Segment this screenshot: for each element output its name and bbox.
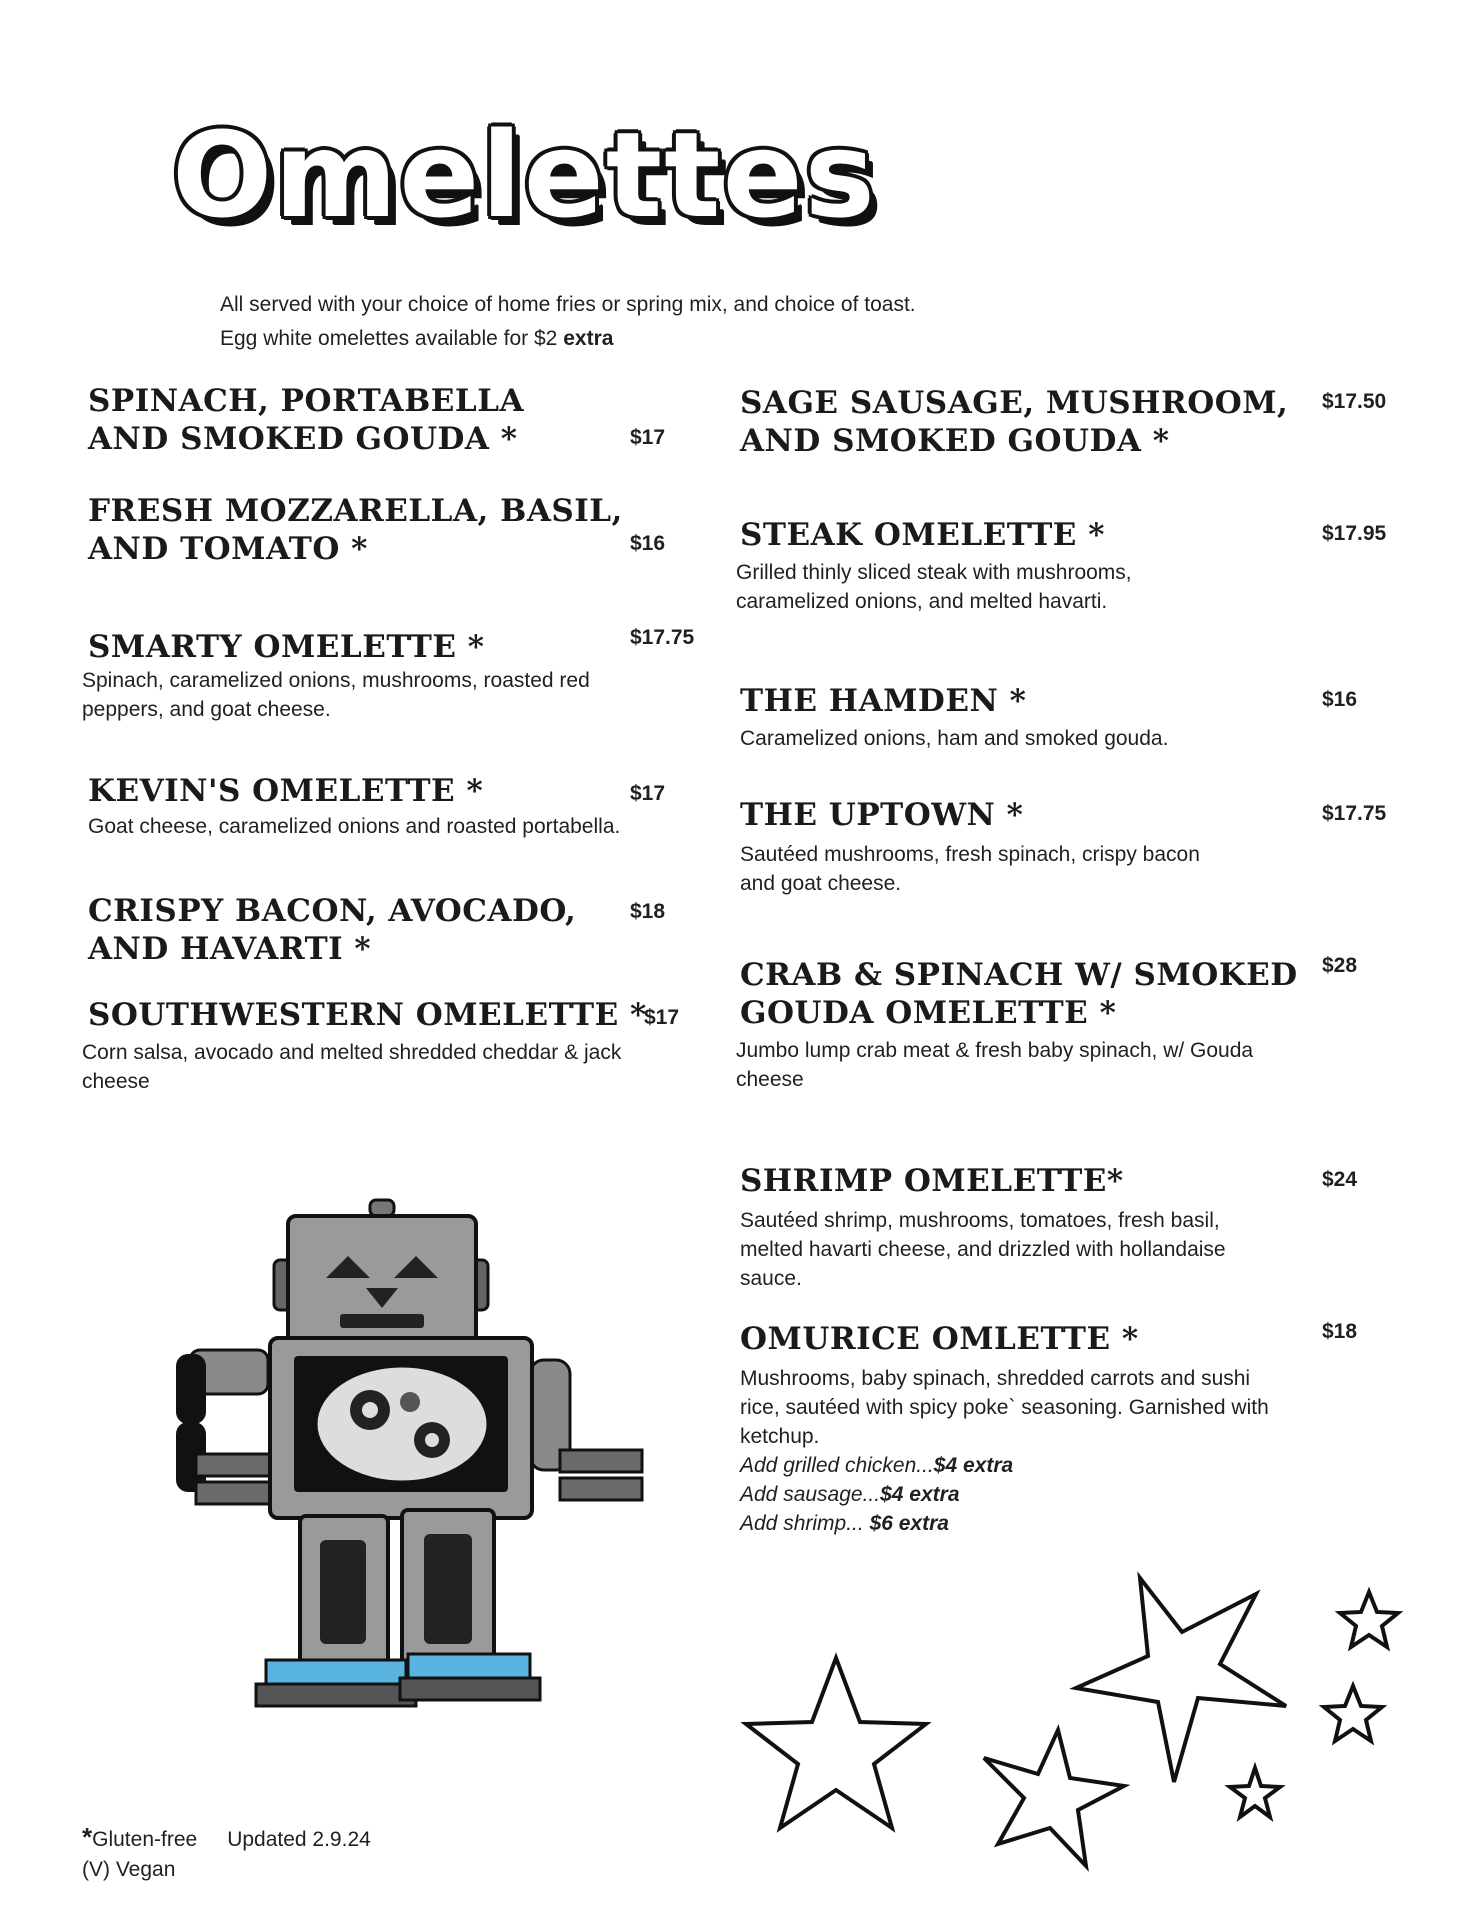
item-description: Corn salsa, avocado and melted shredded cheddar & jack cheese <box>82 1041 622 1093</box>
menu-item <box>740 1162 1400 1293</box>
menu-item <box>82 996 722 1096</box>
item-name: OMURICE OMLETTE * <box>740 1321 1139 1357</box>
item-name: SAGE SAUSAGE, MUSHROOM, <box>740 385 1289 421</box>
item-price: $17 <box>630 426 666 449</box>
item-name-line2: AND HAVARTI * <box>88 931 372 967</box>
menu-item <box>736 956 1396 1094</box>
item-price: $17 <box>644 1006 680 1029</box>
menu-item <box>88 892 708 968</box>
item-price: $16 <box>1322 688 1358 711</box>
item-name: KEVIN'S OMELETTE * <box>88 773 484 809</box>
item-name: SHRIMP OMELETTE* <box>740 1163 1124 1199</box>
item-name-line2: AND TOMATO * <box>88 531 368 567</box>
item-price: $17.75 <box>630 626 695 649</box>
menu-item <box>736 516 1396 616</box>
item-name: SMARTY OMELETTE * <box>88 629 485 665</box>
item-description: Spinach, caramelized onions, mushrooms, roasted red peppers, and goat cheese. <box>82 669 590 721</box>
star-outline-icon <box>1076 1578 1286 1782</box>
item-price: $17.95 <box>1322 522 1387 545</box>
item-name: FRESH MOZZARELLA, BASIL, <box>88 493 623 529</box>
item-description: Mushrooms, baby spinach, shredded carrots and sushi rice, sautéed with spicy poke` seasoning. Garnished with ketchup. <box>740 1367 1269 1448</box>
menu-item <box>88 382 708 458</box>
item-price: $18 <box>630 900 666 923</box>
item-price: $17.75 <box>1322 802 1387 825</box>
star-outline-icon <box>984 1730 1124 1866</box>
item-name: THE UPTOWN * <box>740 797 1024 833</box>
menu-item <box>82 628 702 724</box>
item-description: Grilled thinly sliced steak with mushrooms, caramelized onions, and melted havarti. <box>736 561 1132 613</box>
item-description: Sautéed shrimp, mushrooms, tomatoes, fresh basil, melted havarti cheese, and drizzled with hollandaise sauce. <box>740 1209 1226 1290</box>
item-name: SPINACH, PORTABELLA <box>88 383 525 419</box>
star-outline-icon <box>1324 1686 1382 1741</box>
item-name: CRAB & SPINACH W/ SMOKED <box>740 957 1298 993</box>
intro-line-1: All served with your choice of home fries or spring mix, and choice of toast. <box>220 293 916 316</box>
item-price: $18 <box>1322 1320 1358 1343</box>
footer-legend <box>82 1822 371 1885</box>
item-name-line2: GOUDA OMELETTE * <box>740 995 1117 1031</box>
item-price: $17.50 <box>1322 390 1387 413</box>
legend-vegan: (V) Vegan <box>82 1858 176 1881</box>
item-name: CRISPY BACON, AVOCADO, <box>88 893 577 929</box>
menu-item <box>88 772 708 841</box>
item-extra: Add grilled chicken...$4 extra <box>740 1454 1014 1477</box>
item-extra: Add sausage...$4 extra <box>740 1483 960 1506</box>
intro-text <box>220 288 916 356</box>
item-extra: Add shrimp... $6 extra <box>740 1512 949 1535</box>
item-description: Goat cheese, caramelized onions and roasted portabella. <box>88 815 621 838</box>
menu-item <box>740 682 1400 753</box>
item-name-line2: AND SMOKED GOUDA * <box>88 421 518 457</box>
robot-illustration <box>170 1190 650 1710</box>
menu-item <box>740 796 1400 898</box>
item-price: $24 <box>1322 1168 1358 1191</box>
stars-decoration <box>720 1560 1420 1900</box>
menu-item <box>736 1320 1396 1538</box>
item-name: SOUTHWESTERN OMELETTE * <box>88 997 647 1033</box>
item-description: Jumbo lump crab meat & fresh baby spinach, w/ Gouda cheese <box>736 1039 1254 1091</box>
star-outline-icon <box>746 1658 926 1828</box>
menu-item <box>740 384 1400 460</box>
updated-date: Updated 2.9.24 <box>227 1828 371 1851</box>
item-name-line2: AND SMOKED GOUDA * <box>740 423 1170 459</box>
legend-gluten-free: *Gluten-free Updated 2.9.24 <box>82 1822 371 1852</box>
item-description: Sautéed mushrooms, fresh spinach, crispy bacon and goat cheese. <box>740 843 1200 895</box>
page-title: Omelettes <box>172 106 877 244</box>
item-price: $16 <box>630 532 666 555</box>
item-price: $28 <box>1322 954 1358 977</box>
star-outline-icon <box>1340 1592 1398 1647</box>
menu-item <box>88 492 708 568</box>
item-description: Caramelized onions, ham and smoked gouda. <box>740 727 1169 750</box>
item-price: $17 <box>630 782 666 805</box>
intro-line-2: Egg white omelettes available for $2 extra <box>220 327 614 350</box>
item-name: THE HAMDEN * <box>740 683 1027 719</box>
star-outline-icon <box>1230 1768 1280 1817</box>
item-name: STEAK OMELETTE * <box>740 517 1105 553</box>
